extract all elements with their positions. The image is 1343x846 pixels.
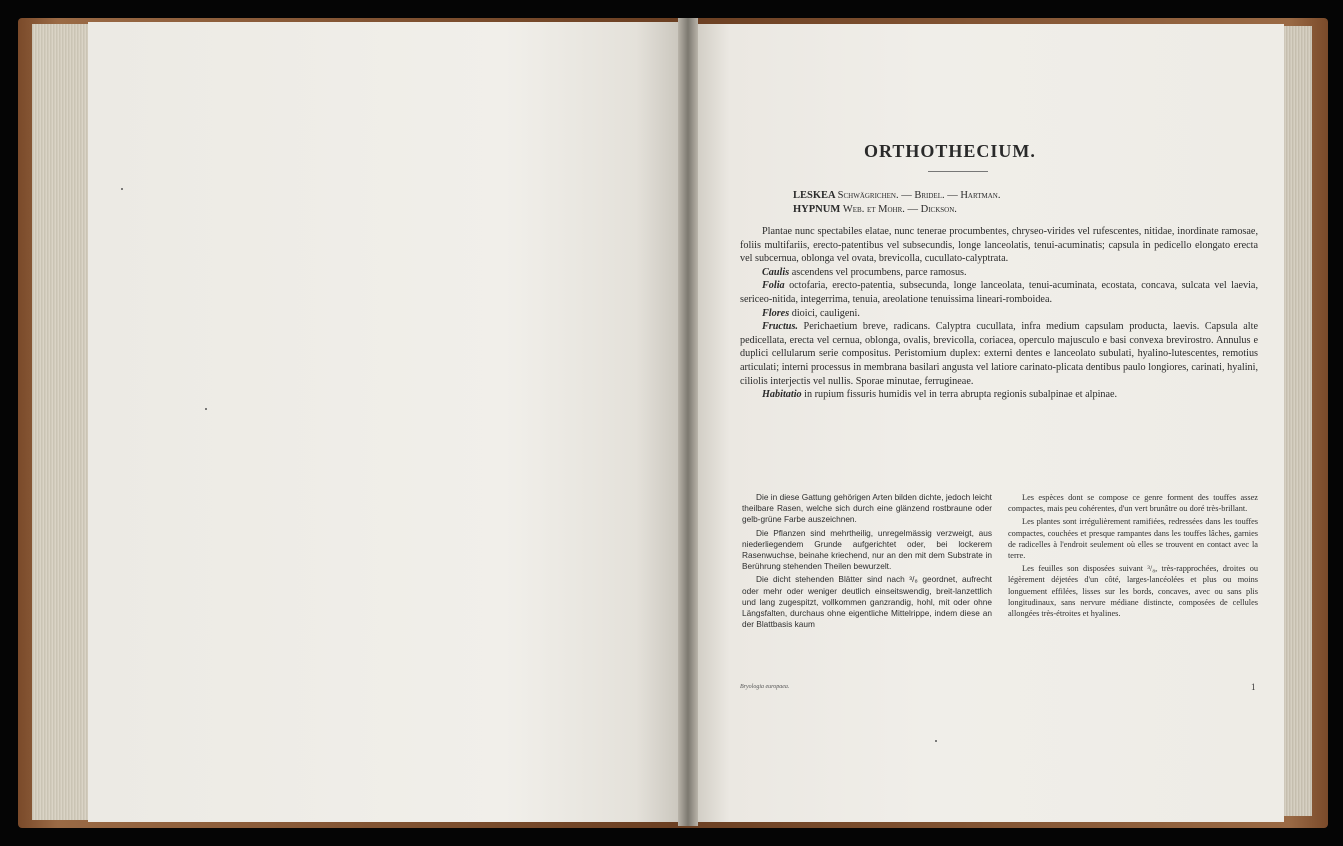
- book-gutter: [678, 18, 698, 826]
- signature-number: 1: [1251, 682, 1256, 692]
- french-paragraph: Les espèces dont se compose ce genre forment des touffes assez compactes, mais peu cohérentes, d'un vert brunâtre ou doré très-brillant.: [1008, 493, 1258, 514]
- title-rule: [928, 171, 988, 172]
- german-paragraph: Die dicht stehenden Blätter sind nach ³/₈ geordnet, aufrecht oder mehr oder weniger deutlich einseitswendig, breit-lanzettlich und lang zugespitzt, vollkommen ganzrandig, hohl, mit oder ohne Längsfalten, durchaus ohne eigentliche Mittelrippe, indem diese an der Blattbasis kaum: [742, 574, 992, 630]
- synonym-authors: Schwägrichen. — Bridel. — Hartman.: [837, 190, 1001, 201]
- synonym-genus: HYPNUM: [793, 204, 841, 215]
- synonym-genus: LESKEA: [793, 190, 836, 201]
- flores-paragraph: Flores dioici, cauligeni.: [762, 307, 860, 319]
- german-paragraph: Die Pflanzen sind mehrtheilig, unregelmässig verzweigt, aus niederliegendem Grunde aufgerichtet oder, bei lockerem Rasenwuchse, beinahe kriechend, nur an den mit dem Substrate in Berührung stehenden Theilen bewurzelt.: [742, 527, 992, 572]
- german-column: [742, 492, 992, 632]
- paper-speck: [205, 408, 207, 410]
- latin-description: [740, 225, 1258, 402]
- folia-paragraph: Folia octofaria, erecto-patentia, subsecunda, longe lanceolata, tenui-acuminata, ecostata, concava, sulcata vel laevia, sericeo-nitida, integerrima, tenuia, areolatione tenuissima lineari-romboidea.: [740, 280, 1258, 305]
- genus-title: ORTHOTHECIUM.: [864, 141, 1036, 161]
- right-page-edges: [1280, 26, 1312, 816]
- french-paragraph: Les feuilles son disposées suivant ³/₈, très-rapprochées, droites ou légèrement déjetées d'un côté, larges-lancéolées et plus ou moins longuement effilées, lisses sur les bords, concaves, avec ou sans plis longitudinaux, sans nervure médiane distincte, composées de cellules allongées très-étroites et hyalines.: [1008, 564, 1258, 619]
- left-page-blank: [88, 22, 684, 822]
- fructus-paragraph: Fructus. Perichaetium breve, radicans. Calyptra cucullata, infra medium capsulam producta, laevis. Capsula alte pedicellata, erecta vel cernua, oblonga, ovalis, brevicolla, coriacea, operculo majusculo e basi convexa brevirostro. Annulus e duplici cellularum serie compositus. Peristomium duplex: externi dentes e lanceolato subulati, hyalino-lutescentes, remotius articulati; interni processus in membrana basilari angusta vel latiore carinato-plicata dentibus paulo longiores, carinati, hyalini, ciliolis interjectis vel nullis. Sporae minutae, ferrugineae.: [740, 321, 1258, 387]
- synonym-line: [793, 190, 1000, 201]
- description-paragraph: Plantae nunc spectabiles elatae, nunc tenerae procumbentes, chryseo-virides vel rufescentes, nitidae, inordinate ramosae, foliis multifariis, erecto-patentibus vel subsecundis, longe lanceolatis, tenui-acuminatis; capsula in pedicello elongato erecta vel subcernua, oblonga vel ovata, brevicolla, cucullato-calyptrata.: [740, 226, 1258, 265]
- caulis-paragraph: Caulis ascendens vel procumbens, parce ramosus.: [762, 266, 967, 278]
- page-content: [740, 0, 1280, 846]
- french-column: [1008, 492, 1258, 621]
- synonym-line: [793, 204, 957, 215]
- french-paragraph: Les plantes sont irrégulièrement ramifiées, redressées dans les touffes compactes, couchées et presque rampantes dans les touffes lâches, garnies de radicelles à l'endroit seulement où elles se trouvent en contact avec la terre.: [1008, 517, 1258, 561]
- synonym-authors: Web. et Mohr. — Dickson.: [842, 204, 957, 215]
- left-page-edges: [32, 24, 96, 820]
- german-paragraph: Die in diese Gattung gehörigen Arten bilden dichte, jedoch leicht theilbare Rasen, welche sich durch eine glänzend rostbraune oder gelb-grüne Farbe auszeichnen.: [742, 492, 992, 525]
- paper-speck: [121, 188, 123, 190]
- signature-mark: Bryologia europaea.: [740, 684, 790, 690]
- habitatio-paragraph: Habitatio in rupium fissuris humidis vel in terra abrupta regionis subalpinae et alpinae.: [762, 389, 1118, 401]
